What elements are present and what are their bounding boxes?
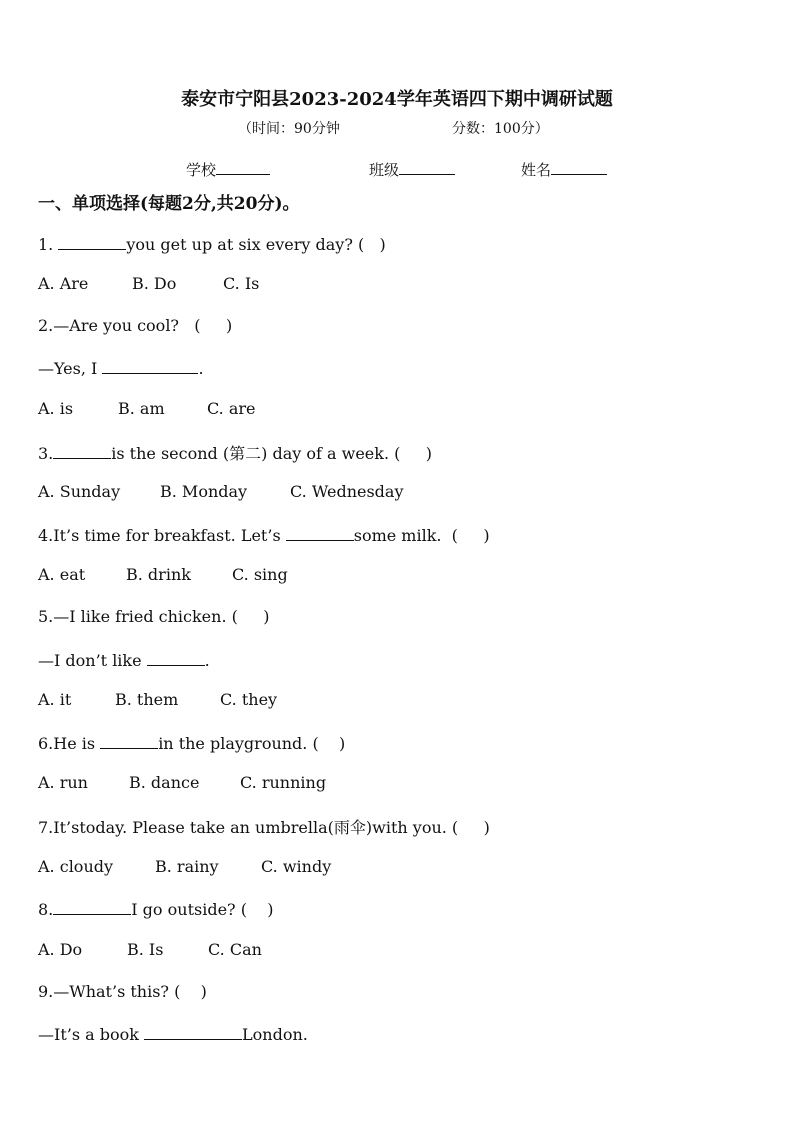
q3-blank[interactable] [53, 442, 111, 459]
q1-option-c[interactable]: C. Is [223, 274, 260, 293]
class-blank[interactable] [399, 160, 455, 175]
question-7: 7.It’stoday. Please take an umbrella(雨伞)with you. ( ) [38, 818, 490, 837]
q8-text: I go outside? ( ) [131, 900, 274, 919]
q6-option-a[interactable]: A. run [38, 773, 88, 792]
exam-title: 泰安市宁阳县2023-2024学年英语四下期中调研试题 [181, 89, 613, 110]
school-label: 学校 [186, 161, 217, 179]
q2-option-b[interactable]: B. am [118, 399, 165, 418]
q9-answer-line [38, 1023, 308, 1044]
q2-option-c[interactable]: C. are [207, 399, 256, 418]
q3-option-a[interactable]: A. Sunday [38, 482, 121, 501]
q1-option-b[interactable]: B. Do [132, 274, 177, 293]
q6-option-b[interactable]: B. dance [129, 773, 200, 792]
q7-options [38, 857, 331, 876]
q7-option-a[interactable]: A. cloudy [38, 857, 114, 876]
q5-option-b[interactable]: B. them [115, 690, 179, 709]
exam-score: 分数：100分） [452, 121, 549, 137]
question-4 [38, 524, 490, 545]
q9-answer-prefix: —It’s a book [38, 1025, 145, 1044]
q2-blank[interactable] [102, 357, 198, 374]
q4-blank[interactable] [286, 524, 354, 541]
q2-answer-prefix: —Yes, I [38, 359, 103, 378]
name-label: 姓名 [521, 161, 552, 179]
question-5: 5.—I like fried chicken. ( ) [38, 607, 270, 626]
q4-options [38, 565, 288, 584]
q3-number: 3. [38, 444, 54, 463]
school-field [186, 159, 270, 180]
school-blank[interactable] [216, 160, 270, 175]
q4-text-start: 4.It’s time for breakfast. Let’s [38, 526, 286, 545]
q5-options [38, 690, 277, 709]
q2-answer-line [38, 357, 204, 378]
q5-blank[interactable] [147, 649, 205, 666]
name-blank[interactable] [551, 160, 607, 175]
q6-text-end: in the playground. ( ) [158, 734, 346, 753]
q5-answer-suffix: . [204, 651, 210, 670]
q8-option-c[interactable]: C. Can [208, 940, 262, 959]
q6-options [38, 773, 326, 792]
q4-option-c[interactable]: C. sing [232, 565, 288, 584]
q6-blank[interactable] [100, 732, 158, 749]
q5-option-c[interactable]: C. they [220, 690, 278, 709]
q2-option-a[interactable]: A. is [38, 399, 74, 418]
q8-option-a[interactable]: A. Do [38, 940, 83, 959]
question-3 [38, 441, 432, 464]
q9-answer-suffix: London. [242, 1025, 308, 1044]
q4-option-a[interactable]: A. eat [38, 565, 86, 584]
question-9: 9.—What’s this? ( ) [38, 982, 207, 1001]
q1-options [38, 274, 259, 293]
question-6 [38, 732, 345, 753]
q7-option-c[interactable]: C. windy [261, 857, 332, 876]
q5-option-a[interactable]: A. it [38, 690, 72, 709]
q6-text-start: 6.He is [38, 734, 101, 753]
q2-options [38, 399, 256, 418]
q8-option-b[interactable]: B. Is [127, 940, 164, 959]
q5-answer-prefix: —I don’t like [38, 651, 147, 670]
q8-options [38, 940, 262, 959]
class-field [369, 159, 455, 180]
name-field [521, 159, 607, 180]
q3-options [38, 482, 404, 501]
q6-option-c[interactable]: C. running [240, 773, 327, 792]
q8-blank[interactable] [53, 898, 131, 915]
question-1 [38, 233, 386, 254]
q1-text: you get up at six every day? ( ) [126, 235, 386, 254]
q7-option-b[interactable]: B. rainy [155, 857, 219, 876]
q4-option-b[interactable]: B. drink [126, 565, 191, 584]
q3-text: is the second (第二) day of a week. ( ) [111, 444, 433, 463]
q9-blank[interactable] [144, 1023, 242, 1040]
question-8 [38, 898, 274, 919]
q4-text-end: some milk. ( ) [353, 526, 490, 545]
question-2: 2.—Are you cool? ( ) [38, 316, 233, 335]
section-heading: 一、单项选择(每题2分,共20分)。 [38, 194, 300, 214]
q3-option-b[interactable]: B. Monday [160, 482, 248, 501]
q1-option-a[interactable]: A. Are [38, 274, 89, 293]
q1-blank[interactable] [58, 233, 126, 250]
exam-time: （时间：90分钟 [238, 121, 340, 137]
q2-answer-suffix: . [198, 359, 204, 378]
q5-answer-line [38, 649, 210, 670]
q8-number: 8. [38, 900, 54, 919]
class-label: 班级 [369, 161, 400, 179]
q3-option-c[interactable]: C. Wednesday [290, 482, 404, 501]
q1-number: 1. [38, 235, 59, 254]
